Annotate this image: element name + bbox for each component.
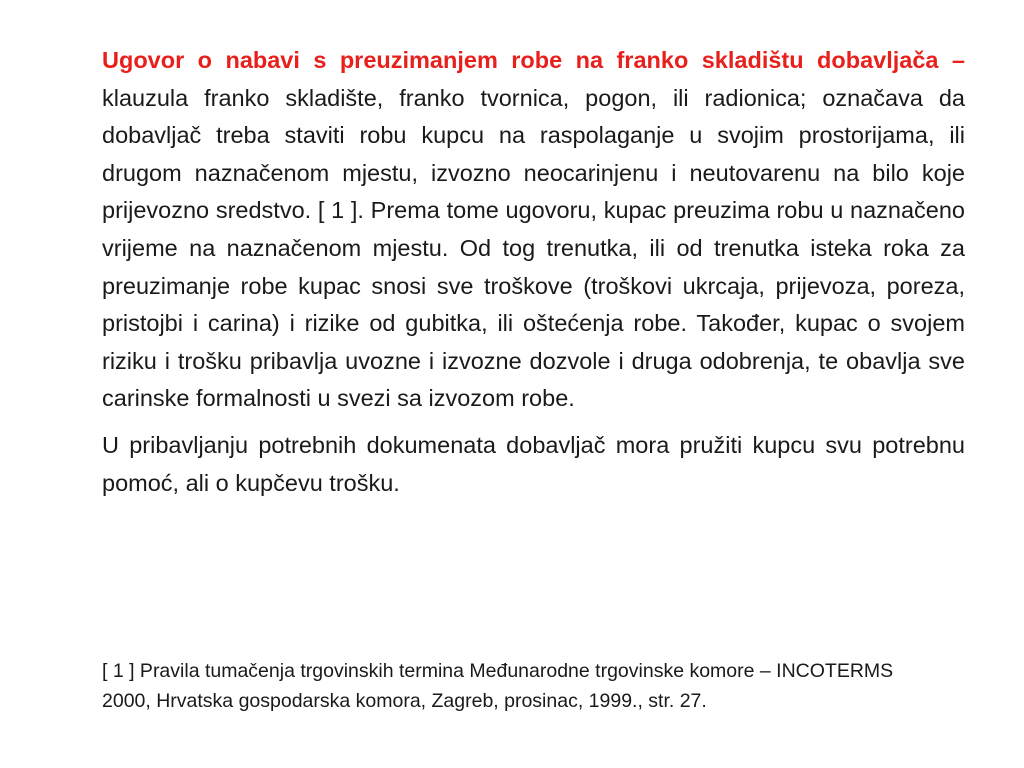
- footnote-text: [ 1 ] Pravila tumačenja trgovinskih termina Međunarodne trgovinske komore – INCOTERMS 2000, Hrvatska gospodarska komora, Zagreb, prosinac, 1999., str. 27.: [102, 660, 894, 712]
- lead-heading: Ugovor o nabavi s preuzimanjem robe na franko skladištu dobavljača –: [102, 47, 965, 73]
- paragraph-2-text: U pribavljanju potrebnih dokumenata dobavljač mora pružiti kupcu svu potrebnu pomoć, ali o kupčevu trošku.: [102, 431, 965, 496]
- footnote: [102, 656, 932, 716]
- paragraph-1-text: klauzula franko skladište, franko tvornica, pogon, ili radionica; označava da dobavljač treba staviti robu kupcu na raspolaganje u svojim prostorijama, ili drugom naznačenom mjestu, izvozno neocarinjenu i neutovarenu na bilo koje prijevozno sredstvo. [ 1 ]. Prema tome ugovoru, kupac preuzima robu u naznačeno vrijeme na naznačenom mjestu. Od tog trenutka, ili od trenutka isteka roka za preuzimanje robe kupac snosi sve troškove (troškovi ukrcaja, prijevoza, poreza, pristojbi i carina) i rizike od gubitka, ili oštećenja robe. Također, kupac o svojem riziku i trošku pribavlja uvozne i izvozne dozvole i druga odobrenja, te obavlja sve carinske formalnosti u svezi sa izvozom robe.: [102, 84, 965, 412]
- paragraph-1: [102, 42, 965, 418]
- paragraph-2: [102, 427, 965, 502]
- slide-body: [102, 42, 965, 511]
